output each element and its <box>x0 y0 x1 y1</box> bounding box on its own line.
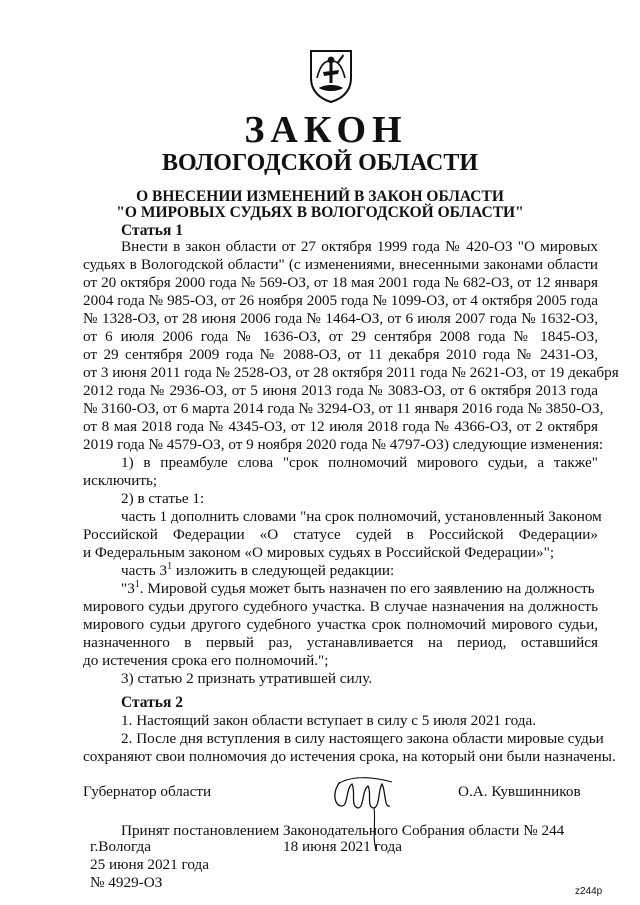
article-1-line: 2012 года № 2936-ОЗ, от 5 июня 2013 года № 3083-ОЗ, от 6 октября 2013 года <box>83 382 598 399</box>
article-1-line: № 1328-ОЗ, от 28 июня 2006 года № 1464-ОЗ, от 6 июля 2007 года № 1632-ОЗ, <box>83 310 598 327</box>
quoted-text-line: мирового судьи другого судебного участка срок полномочий мирового судьи, <box>83 616 598 633</box>
article-1-line: от 20 октября 2000 года № 569-ОЗ, от 18 мая 2001 года № 682-ОЗ, от 12 января <box>83 274 598 291</box>
article-1-line: 2019 года № 4579-ОЗ, от 9 ноября 2020 года № 4797-ОЗ) следующие изменения: <box>83 436 604 453</box>
article-1-line: от 3 июня 2011 года № 2528-ОЗ, от 28 октября 2011 года № 2621-ОЗ, от 19 декабря <box>83 364 619 381</box>
law-number: № 4929-ОЗ <box>90 874 163 891</box>
article-2-heading: Статья 2 <box>121 694 183 711</box>
law-subject-line-2: "О МИРОВЫХ СУДЬЯХ В ВОЛОГОДСКОЙ ОБЛАСТИ" <box>116 204 524 221</box>
quoted-text-line: мирового судьи другого судебного участка. В случае назначения на должность <box>83 598 598 615</box>
amendment-item-1: 1) в преамбуле слова "срок полномочий мирового судьи, а также" <box>121 454 598 471</box>
article-1-line: Внести в закон области от 27 октября 1999 года № 420-ОЗ "О мировых <box>121 238 598 255</box>
coat-of-arms-emblem <box>307 48 355 104</box>
document-code: z244p <box>575 886 603 897</box>
article-2-paragraph-2: 2. После дня вступления в силу настоящего закона области мировые судьи <box>121 730 604 747</box>
part-1-amendment-line: Российской Федерации «О статусе судей в Российской Федерации» <box>83 526 598 543</box>
law-subject-line-1: О ВНЕСЕНИИ ИЗМЕНЕНИЙ В ЗАКОН ОБЛАСТИ <box>136 188 504 205</box>
document-type-title: ЗАКОН <box>244 109 408 151</box>
article-1-line: № 3160-ОЗ, от 6 марта 2014 года № 3294-ОЗ, от 11 января 2016 года № 3850-ОЗ, <box>83 400 604 417</box>
adoption-date: 18 июня 2021 года <box>283 838 403 855</box>
signing-date: 25 июня 2021 года <box>90 856 210 873</box>
article-2-paragraph-2-continuation: сохраняют свои полномочия до истечения срока, на который они были назначены. <box>83 748 616 765</box>
part-3-1-instruction: часть $3^1$ изложить в следующей редакции: <box>121 560 395 579</box>
article-1-line: судьях в Вологодской области" (с изменениями, внесенными законами области <box>83 256 598 273</box>
article-1-heading: Статья 1 <box>121 222 183 239</box>
quoted-text-line: назначенного в первый раз, устанавливается на период, оставшийся <box>83 634 598 651</box>
article-1-line: от 6 июля 2006 года № 1636-ОЗ, от 29 сентября 2008 года № 1845-ОЗ, <box>83 328 598 345</box>
article-1-line: от 29 сентября 2009 года № 2088-ОЗ, от 11 декабря 2010 года № 2431-ОЗ, <box>83 346 598 363</box>
place-of-signing: г.Вологда <box>90 838 151 855</box>
signatory-position: Губернатор области <box>83 783 212 800</box>
article-2-paragraph-1: 1. Настоящий закон области вступает в силу с 5 июля 2021 года. <box>121 712 537 729</box>
part-1-amendment-line: часть 1 дополнить словами "на срок полномочий, установленный Законом <box>121 508 602 525</box>
amendment-item-1-continuation: исключить; <box>83 472 158 489</box>
signatory-name: О.А. Кувшинников <box>458 783 581 800</box>
amendment-item-3: 3) статью 2 признать утратившей силу. <box>121 670 373 687</box>
quoted-text-line: до истечения срока его полномочий."; <box>83 652 329 669</box>
adoption-statement: Принят постановлением Законодательного Собрания области № 244 <box>121 822 565 839</box>
region-title: ВОЛОГОДСКОЙ ОБЛАСТИ <box>161 150 479 176</box>
quoted-text-line: "$3^1$. Мировой судья может быть назначен по его заявлению на должность <box>121 578 595 597</box>
part-1-amendment-line: и Федеральным законом «О мировых судьях в Российской Федерации»"; <box>83 544 555 561</box>
article-1-line: 2004 года № 985-ОЗ, от 26 ноября 2005 года № 1099-ОЗ, от 4 октября 2005 года <box>83 292 598 309</box>
article-1-line: от 8 мая 2018 года № 4345-ОЗ, от 12 июля 2018 года № 4366-ОЗ, от 2 октября <box>83 418 598 435</box>
amendment-item-2: 2) в статье 1: <box>121 490 205 507</box>
